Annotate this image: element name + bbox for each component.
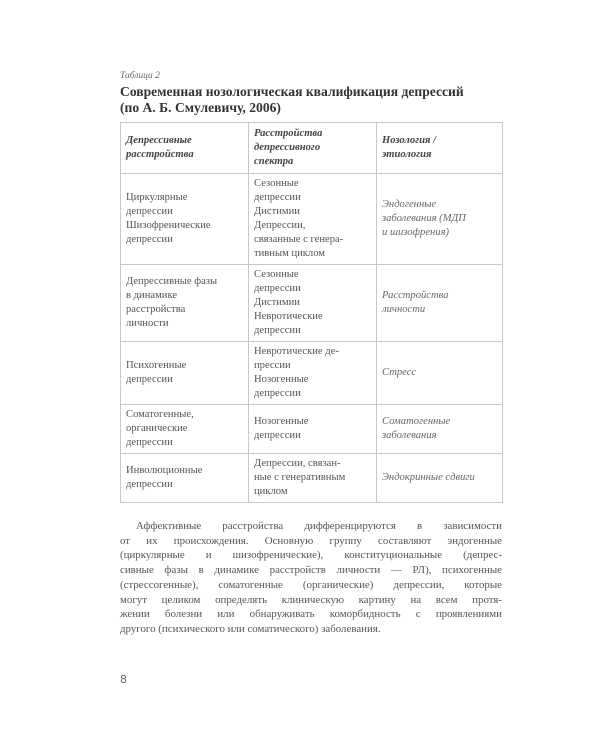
table-cell (121, 342, 249, 405)
text-line: прессии (254, 360, 291, 371)
table-row (121, 265, 503, 342)
text-line: депрессии (254, 325, 301, 336)
text-line: Эндокринные сдвиги (382, 472, 475, 483)
text-line: Нозогенные (254, 374, 309, 385)
text-line: связанные с генера- (254, 234, 344, 245)
text-line: депрессии (254, 388, 301, 399)
text-line: Дистимии (254, 297, 300, 308)
text-line: Стресс (382, 367, 417, 378)
text-line: заболевания (МДП (382, 213, 466, 224)
text-line: этиология (382, 149, 432, 160)
title-line: Современная нозологическая квалификация депрессий (120, 84, 464, 99)
table-cell (249, 174, 377, 265)
text-line: Нозология / (382, 135, 437, 146)
table-header-row (121, 123, 503, 174)
text-line: в динамике (126, 290, 178, 301)
text-line: (циркулярные и шизофренические), конституциональные (депрес- (120, 549, 502, 562)
text-line: Шизофренические (126, 220, 211, 231)
text-line: сивные фазы в динамике расстройств личности — РЛ), психогенные (120, 564, 502, 577)
table-cell (121, 174, 249, 265)
text-line: Депрессивные (126, 135, 192, 146)
page-content (120, 70, 503, 686)
text-line: депрессии (254, 283, 301, 294)
text-line: Депрессии, связан- (254, 458, 341, 469)
table-row (121, 405, 503, 454)
text-line: циклом (254, 486, 288, 497)
page-number: 8 (120, 672, 127, 686)
text-line: Эндогенные (382, 199, 437, 210)
table-cell (121, 405, 249, 454)
text-line: депрессии (126, 437, 173, 448)
table-cell (249, 454, 377, 503)
text-line: Циркулярные (126, 192, 188, 203)
text-line: Невротические (254, 311, 323, 322)
text-line: Инволюционные (126, 465, 203, 476)
text-line: личности (126, 318, 169, 329)
table-cell (121, 265, 249, 342)
text-line: Психогенные (126, 360, 187, 371)
table-cell (377, 342, 503, 405)
text-line: депрессии (126, 479, 173, 490)
table-cell (249, 405, 377, 454)
text-line: Аффективные расстройства дифференцируются в зависимости (136, 520, 502, 532)
text-line: депрессии (254, 192, 301, 203)
column-header (249, 123, 377, 174)
text-line: депрессии (126, 234, 173, 245)
text-line: ные с генеративным (254, 472, 346, 483)
text-line: Расстройства (254, 128, 323, 139)
table-cell (249, 265, 377, 342)
table-cell (377, 174, 503, 265)
table-cell (377, 265, 503, 342)
column-header (121, 123, 249, 174)
text-line: от их происхождения. Основную группу составляют эндогенные (120, 534, 502, 547)
table-cell (249, 342, 377, 405)
text-line: Расстройства (382, 290, 449, 301)
table-cell (377, 454, 503, 503)
text-line: депрессивного (254, 142, 321, 153)
text-line: депрессии (126, 374, 173, 385)
table-row (121, 342, 503, 405)
text-line: Депрессивные фазы (126, 276, 218, 287)
text-line: расстройства (126, 149, 194, 160)
text-line: Дистимии (254, 206, 300, 217)
table-title (120, 84, 503, 116)
text-line: депрессии (126, 206, 173, 217)
text-line: заболевания (382, 430, 437, 441)
table-row (121, 174, 503, 265)
text-line: могут целиком определять клиническую картину на всем протя- (120, 593, 502, 606)
table-row (121, 454, 503, 503)
title-line: (по А. Б. Смулевичу, 2006) (120, 100, 281, 115)
body-paragraph (120, 519, 502, 637)
text-line: Соматогенные, (126, 409, 194, 420)
text-line: тивным циклом (254, 248, 326, 259)
text-line: Соматогенные (382, 416, 451, 427)
depression-classification-table (120, 122, 503, 503)
table-cell (377, 405, 503, 454)
column-header (377, 123, 503, 174)
text-line: органические (126, 423, 188, 434)
text-line: расстройства (126, 304, 186, 315)
text-line: Нозогенные (254, 416, 309, 427)
text-line: жении болезни или обнаруживать коморбидность с проявлениями (120, 608, 502, 621)
text-line: депрессии (254, 430, 301, 441)
text-line: Сезонные (254, 178, 299, 189)
table-cell (121, 454, 249, 503)
text-line: Депрессии, (254, 220, 306, 231)
table-caption: Таблица 2 (120, 71, 160, 81)
text-line: и шизофрения) (382, 227, 450, 238)
text-line: Сезонные (254, 269, 299, 280)
text-line: другого (психического или соматического) заболевания. (120, 622, 381, 635)
text-line: Невротические де- (254, 346, 339, 357)
text-line: личности (382, 304, 426, 315)
text-line: спектра (254, 156, 294, 167)
text-line: (стрессогенные), соматогенные (органические) депрессии, которые (120, 578, 502, 591)
